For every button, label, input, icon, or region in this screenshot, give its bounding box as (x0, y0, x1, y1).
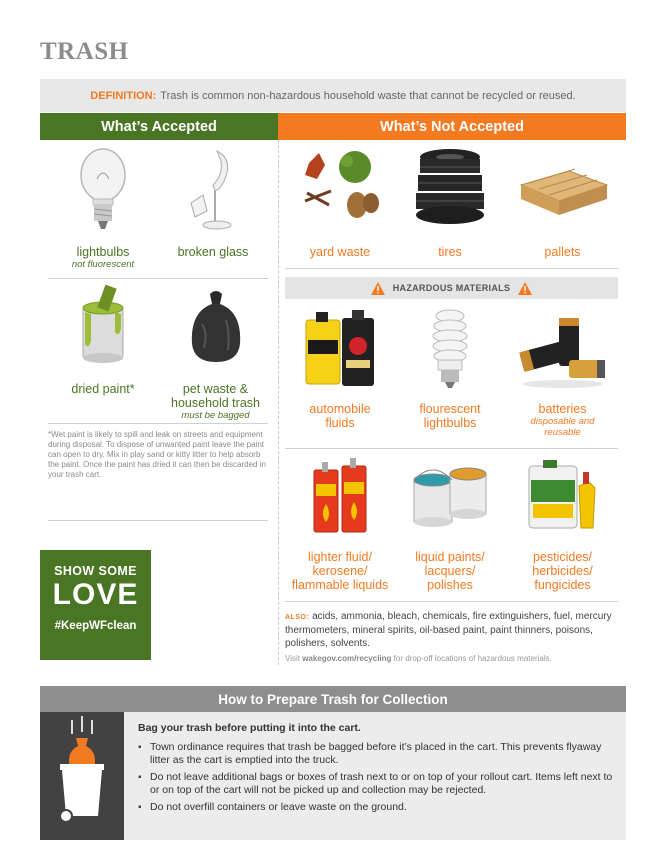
show-some-love-badge (40, 550, 151, 660)
page-title: TRASH (40, 38, 129, 65)
hazardous-label-line2: fluids (325, 416, 355, 430)
prepare-header: How to Prepare Trash for Collection (40, 686, 626, 712)
hazardous-label: liquid paints/ (415, 550, 485, 564)
hazardous-label-line2: lightbulbs (423, 416, 477, 430)
show-some-love-line2: LOVE (52, 578, 139, 611)
hazardous-label: flourescent (419, 402, 481, 416)
hazardous-item-batteries (505, 306, 620, 438)
accepted-item-broken-glass (158, 145, 268, 259)
accepted-label: lightbulbs (76, 245, 130, 259)
trash-cart-icon (40, 712, 124, 840)
divider (48, 278, 268, 279)
tires-icon (408, 145, 492, 227)
hazardous-label-line3: polishes (427, 578, 473, 592)
divider (285, 601, 618, 602)
batteries-icon (515, 306, 611, 390)
accepted-item-pet-waste (158, 284, 273, 421)
visit-pre: Visit (285, 654, 300, 663)
hazardous-sublabel: disposable and (530, 416, 595, 427)
not-accepted-label: yard waste (309, 245, 371, 259)
definition-text: Trash is common non-hazardous household waste that cannot be recycled or reused. (160, 89, 576, 102)
divider (285, 268, 618, 269)
not-accepted-label: tires (438, 245, 462, 259)
prepare-lead: Bag your trash before putting it into the cart. (138, 722, 361, 734)
list-item: ▪ Do not overfill containers or leave waste on the ground. (138, 801, 618, 814)
prepare-text (138, 722, 618, 818)
hazardous-label: automobile (309, 402, 371, 416)
yard-waste-icon (295, 145, 385, 227)
list-item: ▪ Town ordinance requires that trash be bagged before it’s placed in the cart. This prevents flyaway litter as the cart is emptied into the truck. (138, 741, 618, 767)
not-accepted-item-yard-waste (285, 145, 395, 259)
hazardous-item-lighter-fluid (285, 456, 395, 592)
hazardous-item-pesticides (505, 456, 620, 592)
visit-note (285, 654, 630, 663)
paint-buckets-icon (408, 456, 492, 536)
hashtag: #KeepWFclean (54, 620, 137, 632)
divider (48, 423, 268, 424)
accepted-item-dried-paint (48, 284, 158, 396)
hazardous-item-fluorescent-lightbulbs (395, 306, 505, 430)
accepted-label: dried paint* (71, 382, 135, 396)
hazardous-label-line2: kerosene/ (312, 564, 368, 578)
broken-glass-icon (183, 145, 243, 233)
accepted-label-line2: household trash (171, 396, 260, 410)
prepare-bullets (138, 741, 618, 814)
hazardous-materials-header (285, 277, 618, 299)
prepare-box (40, 712, 626, 840)
trash-bag-icon (184, 284, 248, 368)
hazardous-label: batteries (538, 402, 587, 416)
pallet-icon (513, 145, 613, 227)
show-some-love-line1: SHOW SOME (54, 564, 137, 578)
hazardous-item-liquid-paints (395, 456, 505, 592)
cfl-bulb-icon (425, 306, 475, 390)
recycling-link[interactable]: wakegov.com/recycling (302, 654, 392, 663)
not-accepted-item-pallets (505, 145, 620, 259)
accepted-label: broken glass (177, 245, 249, 259)
hazardous-label-line3: flammable liquids (291, 578, 389, 592)
divider (285, 448, 618, 449)
list-item: ▪ Do not leave additional bags or boxes of trash next to or on top of your rollout cart. Items left next to or on top of the cart will not be picked up and collection may be rejected. (138, 771, 618, 797)
wet-paint-note: *Wet paint is likely to spill and leak on streets and equipment during disposal. To dispose of unwanted paint leave the paint can open to dry. Mix in play sand or kitty litter to help absorb the paint. Once the paint has dried it can then be discarded in your trash cart. (48, 430, 266, 479)
lightbulb-icon (73, 145, 133, 233)
not-accepted-header: What’s Not Accepted (278, 113, 626, 140)
hazardous-item-automobile-fluids (285, 306, 395, 430)
hazardous-label: pesticides/ (532, 550, 593, 564)
also-list (285, 610, 625, 650)
accepted-item-lightbulbs (48, 145, 158, 270)
definition-bar (40, 79, 626, 112)
column-divider (278, 140, 279, 665)
accepted-sublabel: must be bagged (181, 410, 250, 421)
divider (48, 520, 268, 521)
paint-can-icon (73, 284, 133, 368)
hazardous-label-line3: fungicides (534, 578, 591, 592)
visit-post: for drop-off locations of hazardous materials. (393, 654, 552, 663)
motor-oil-icon (298, 306, 382, 390)
not-accepted-item-tires (395, 145, 505, 259)
accepted-header: What’s Accepted (40, 113, 278, 140)
hazardous-materials-label: HAZARDOUS MATERIALS (392, 283, 511, 293)
hazardous-label-line2: lacquers/ (424, 564, 476, 578)
warning-icon (371, 282, 385, 295)
hazardous-sublabel-line2: reusable (544, 427, 581, 438)
lighter-fluid-icon (310, 456, 370, 536)
not-accepted-label: pallets (544, 245, 581, 259)
accepted-label: pet waste & (182, 382, 249, 396)
pesticide-icon (523, 456, 603, 536)
also-text: acids, ammonia, bleach, chemicals, fire extinguishers, fuel, mercury thermometers, mineral spirits, oil-based paint, paint thinners, poisons, polishers, solvents. (285, 611, 612, 649)
hazardous-label-line2: herbicides/ (532, 564, 593, 578)
accepted-sublabel: not fluorescent (71, 259, 135, 270)
definition-label: DEFINITION: (90, 89, 157, 102)
also-label: ALSO: (285, 614, 310, 621)
hazardous-label: lighter fluid/ (308, 550, 372, 564)
warning-icon (518, 282, 532, 295)
